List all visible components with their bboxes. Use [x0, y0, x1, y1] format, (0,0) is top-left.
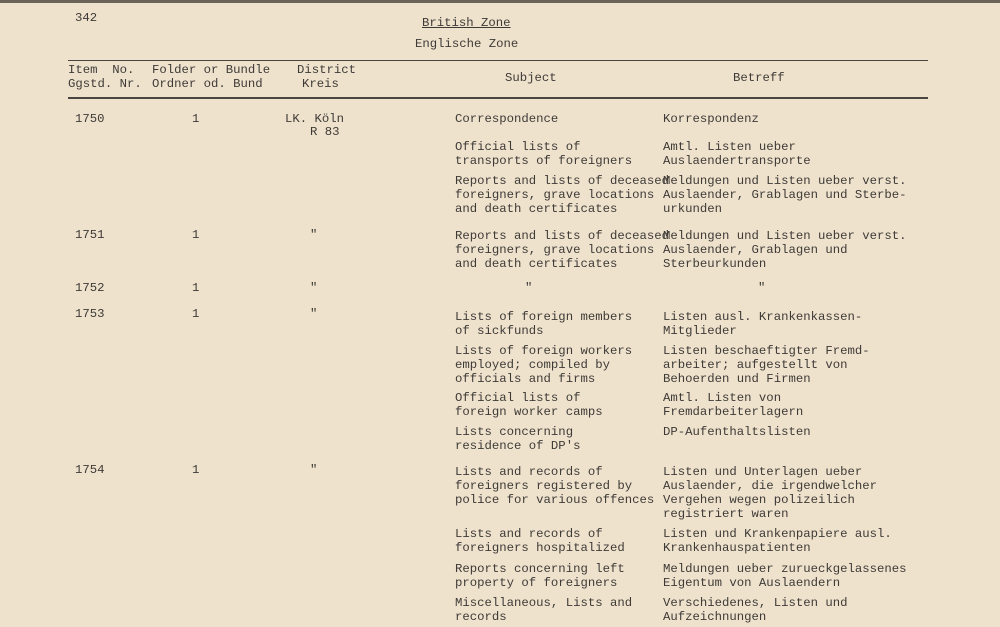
item-number: 1754: [75, 463, 105, 477]
betreff-line: Behoerden und Firmen: [663, 372, 811, 386]
betreff-line: Listen und Unterlagen ueber: [663, 465, 863, 479]
betreff-line: Auslaender, Grablagen und: [663, 243, 848, 257]
folder-count: 1: [192, 307, 200, 321]
district: LK. Köln: [285, 112, 345, 126]
district: ": [310, 281, 318, 295]
subject-line: employed; compiled by: [455, 358, 610, 372]
header-subject: Subject: [505, 71, 557, 85]
subject-line: and death certificates: [455, 257, 618, 271]
subject-line: foreigners hospitalized: [455, 541, 625, 555]
scan-edge: [0, 0, 1000, 3]
header-folder-de: Ordner od. Bund: [152, 77, 263, 91]
subject-line: foreigners, grave locations: [455, 188, 655, 202]
betreff-line: Krankenhauspatienten: [663, 541, 811, 555]
subject-line: ": [525, 281, 533, 295]
header-top-rule: [68, 60, 928, 61]
betreff-line: Fremdarbeiterlagern: [663, 405, 804, 419]
subject-line: records: [455, 610, 507, 624]
subject-line: Official lists of: [455, 140, 581, 154]
subject-line: residence of DP's: [455, 439, 581, 453]
betreff-line: arbeiter; aufgestellt von: [663, 358, 848, 372]
subject-line: Reports and lists of deceased: [455, 174, 670, 188]
subject-line: foreigners, grave locations: [455, 243, 655, 257]
header-folder: Folder or Bundle: [152, 63, 271, 77]
betreff-line: Auslaendertransporte: [663, 154, 811, 168]
subject-line: Official lists of: [455, 391, 581, 405]
subject-line: property of foreigners: [455, 576, 618, 590]
betreff-line: Vergehen wegen polizeilich: [663, 493, 855, 507]
betreff-line: Meldungen und Listen ueber verst.: [663, 174, 907, 188]
subject-line: foreign worker camps: [455, 405, 603, 419]
betreff-line: Meldungen ueber zurueckgelassenes: [663, 562, 907, 576]
subject-line: Miscellaneous, Lists and: [455, 596, 633, 610]
page-title: British Zone: [422, 16, 511, 30]
header-item-de: Ggstd. Nr.: [68, 77, 142, 91]
betreff-line: Meldungen und Listen ueber verst.: [663, 229, 907, 243]
folder-count: 1: [192, 228, 200, 242]
betreff-line: Amtl. Listen von: [663, 391, 782, 405]
item-number: 1751: [75, 228, 105, 242]
subject-line: Lists of foreign workers: [455, 344, 633, 358]
subject-line: officials and firms: [455, 372, 596, 386]
betreff-line: urkunden: [663, 202, 723, 216]
district: ": [310, 228, 318, 242]
subject-line: Lists of foreign members: [455, 310, 633, 324]
header-betreff: Betreff: [733, 71, 785, 85]
subject-line: transports of foreigners: [455, 154, 633, 168]
betreff-line: Mitglieder: [663, 324, 737, 338]
item-number: 1752: [75, 281, 105, 295]
betreff-line: Listen und Krankenpapiere ausl.: [663, 527, 892, 541]
district: ": [310, 307, 318, 321]
betreff-line: Listen ausl. Krankenkassen-: [663, 310, 863, 324]
page-subtitle: Englische Zone: [415, 37, 519, 51]
betreff-line: Aufzeichnungen: [663, 610, 767, 624]
betreff-line: DP-Aufenthaltslisten: [663, 425, 811, 439]
betreff-line: registriert waren: [663, 507, 789, 521]
betreff-line: Korrespondenz: [663, 112, 759, 126]
subject-line: of sickfunds: [455, 324, 544, 338]
subject-line: foreigners registered by: [455, 479, 633, 493]
subject-line: Correspondence: [455, 112, 559, 126]
subject-line: Reports concerning left: [455, 562, 625, 576]
betreff-line: Verschiedenes, Listen und: [663, 596, 848, 610]
subject-line: police for various offences: [455, 493, 655, 507]
folder-count: 1: [192, 112, 200, 126]
betreff-line: Amtl. Listen ueber: [663, 140, 796, 154]
item-number: 1753: [75, 307, 105, 321]
header-district-de: Kreis: [302, 77, 339, 91]
betreff-line: ": [758, 281, 766, 295]
subject-line: Lists concerning: [455, 425, 574, 439]
subject-line: Lists and records of: [455, 527, 603, 541]
district: ": [310, 463, 318, 477]
header-district: District: [297, 63, 357, 77]
betreff-line: Eigentum von Auslaendern: [663, 576, 841, 590]
folder-count: 1: [192, 281, 200, 295]
betreff-line: Auslaender, die irgendwelcher: [663, 479, 878, 493]
district: R 83: [310, 125, 340, 139]
subject-line: and death certificates: [455, 202, 618, 216]
page-number: 342: [75, 11, 98, 25]
item-number: 1750: [75, 112, 105, 126]
subject-line: Reports and lists of deceased: [455, 229, 670, 243]
betreff-line: Listen beschaeftigter Fremd-: [663, 344, 870, 358]
betreff-line: Auslaender, Grablagen und Sterbe-: [663, 188, 907, 202]
folder-count: 1: [192, 463, 200, 477]
header-item: Item No.: [68, 63, 135, 77]
header-bottom-rule: [68, 97, 928, 99]
subject-line: Lists and records of: [455, 465, 603, 479]
betreff-line: Sterbeurkunden: [663, 257, 767, 271]
